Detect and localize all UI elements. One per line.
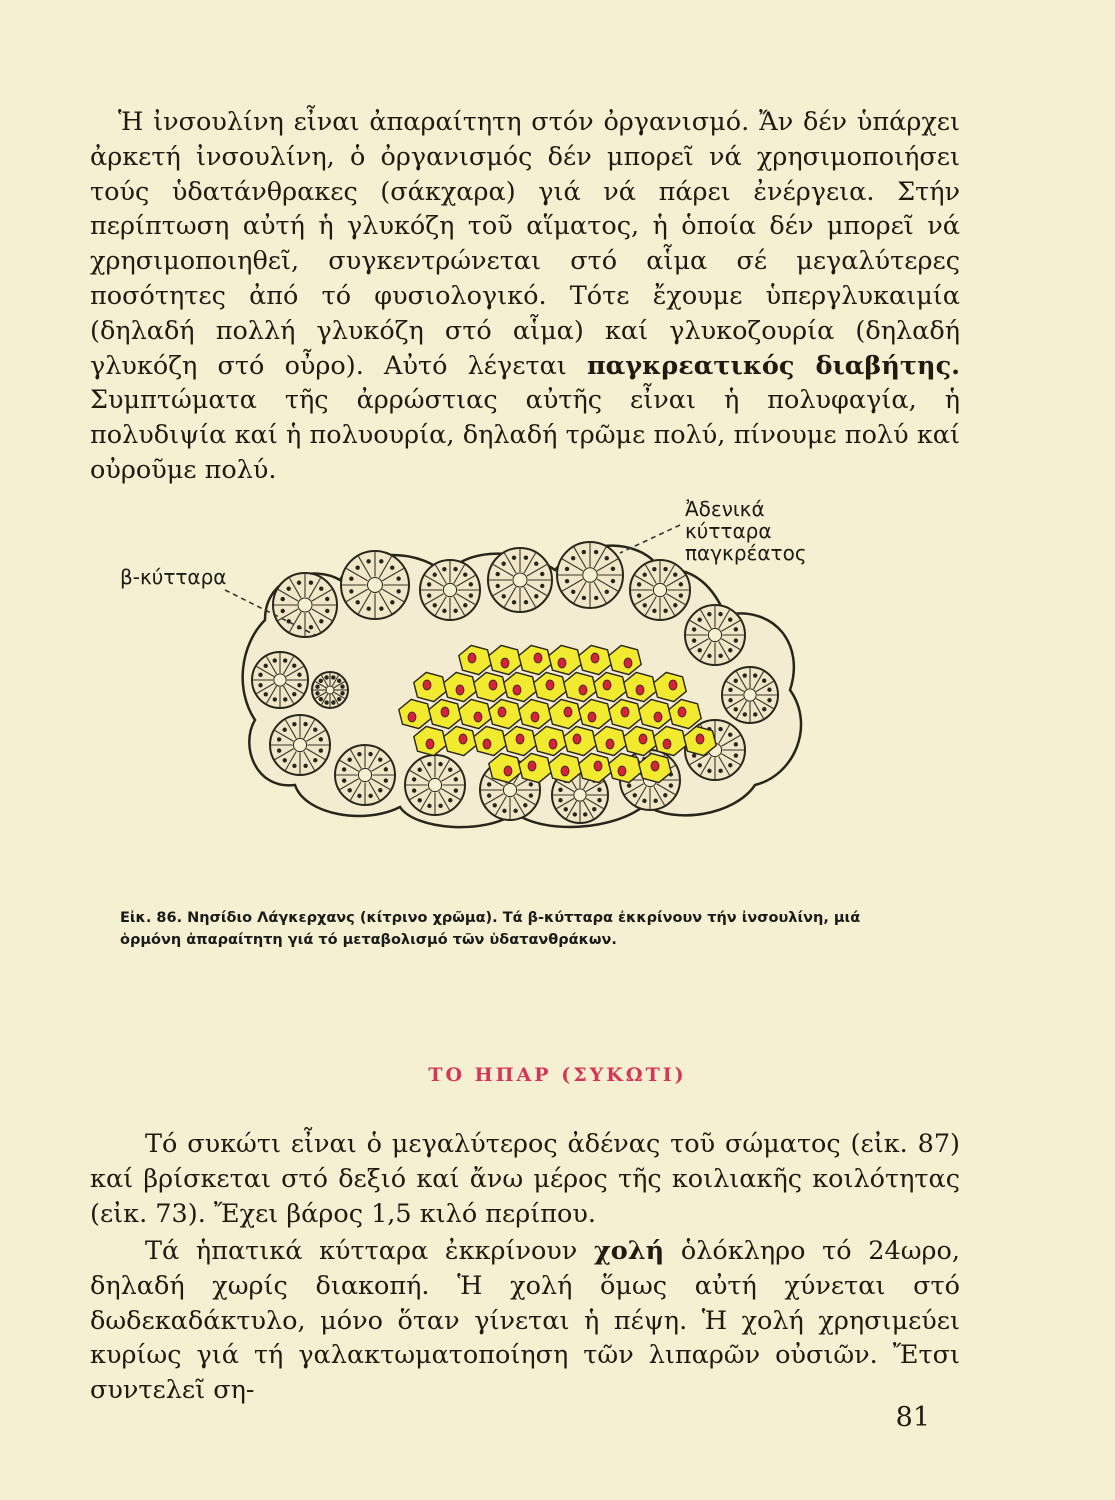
acinus-16 — [252, 652, 308, 708]
acinus-8 — [722, 667, 778, 723]
acinus-3 — [420, 560, 480, 620]
term-pancreatic-diabetes: παγκρεατικός διαβήτης. — [587, 350, 960, 381]
acinus-13 — [405, 755, 465, 815]
acinar-leader-line — [620, 525, 680, 553]
intro-paragraph: Ἡ ἰνσουλίνη εἶναι ἀπαραίτητη στόν ὀργανισμό. Ἄν δέν ὑπάρχει ἀρκετή ἰνσουλίνη, ὁ ὀργανισμός δέν μπορεῖ νά χρησιμοποιήσει τούς ὑδατάνθρακες (σάκχαρα) γιά νά πάρει ἐνέργεια. Στήν περίπτωση αὐτή ἡ γλυκόζη τοῦ αἵματος, ἡ ὁποία δέν μπορεῖ νά χρησιμοποιηθεῖ, συγκεντρώνεται στό αἷμα σέ μεγαλύτερες ποσότητες ἀπό τό φυσιολογικό. Τότε ἔχουμε ὑπεργλυκαιμία (δηλαδή πολλή γλυκόζη στό αἷμα) καί γλυκοζουρία (δηλαδή γλυκόζη στό οὖρο). Αὐτό λέγεται παγκρεατικός διαβήτης. Συμπτώματα τῆς ἀρρώστιας αὐτῆς εἶναι ἡ πολυφαγία, ἡ πολυδιψία καί ἡ πολυουρία, δηλαδή τρῶμε πολύ, πίνουμε πολύ καί οὐροῦμε πολύ. — [90, 107, 960, 485]
liver-paragraph-2: Τά ἡπατικά κύτταρα ἐκκρίνουν χολή ὁλόκληρο τό 24ωρο, δηλαδή χωρίς διακοπή. Ἡ χολή ὅμως αὐτή χύνεται στό δωδεκαδάκτυλο, μόνο ὅταν γίνεται ἡ πέψη. Ἡ χολή χρησιμεύει κυρίως γιά τή γαλακτωματοποίηση τῶν λιπαρῶν οὐσιῶν. Ἔτσι συντελεῖ ση- — [90, 1236, 960, 1406]
acinus-1 — [273, 573, 337, 637]
beta-cells-label: β-κύτταρα — [120, 565, 227, 589]
acinus-6 — [630, 560, 690, 620]
section-title: ΤΟ ΗΠΑΡ (ΣΥΚΩΤΙ) — [428, 1064, 687, 1086]
figure-caption: Εἰκ. 86. Νησίδιο Λάγκερχανς (κίτρινο χρῶμα). Τά β-κύτταρα ἐκκρίνουν τήν ἰνσουλίνη, μιά ὁρμόνη ἀπαραίτητη γιά τό μεταβολισμό τῶν ὑδατανθράκων. — [120, 910, 861, 948]
acinus-17 — [312, 672, 348, 708]
page-number: 81 — [895, 1402, 930, 1433]
acinus-14 — [335, 745, 395, 805]
liver-paragraph-1: Τό συκώτι εἶναι ὁ μεγαλύτερος ἀδένας τοῦ σώματος (εἰκ. 87) καί βρίσκεται στό δεξιό καί ἄνω μέρος τῆς κοιλιακῆς κοιλότητας (εἰκ. 73). Ἔχει βάρος 1,5 κιλό περίπου. — [90, 1129, 960, 1229]
acinus-2 — [341, 551, 409, 619]
acinar-cells-label: Ἀδενικά κύτταρα παγκρέατος — [685, 497, 807, 565]
acinus-5 — [557, 542, 623, 608]
term-bile: χολή — [593, 1236, 665, 1266]
acinus-7 — [685, 605, 745, 665]
acinus-4 — [488, 548, 552, 612]
acinus-15 — [270, 715, 330, 775]
